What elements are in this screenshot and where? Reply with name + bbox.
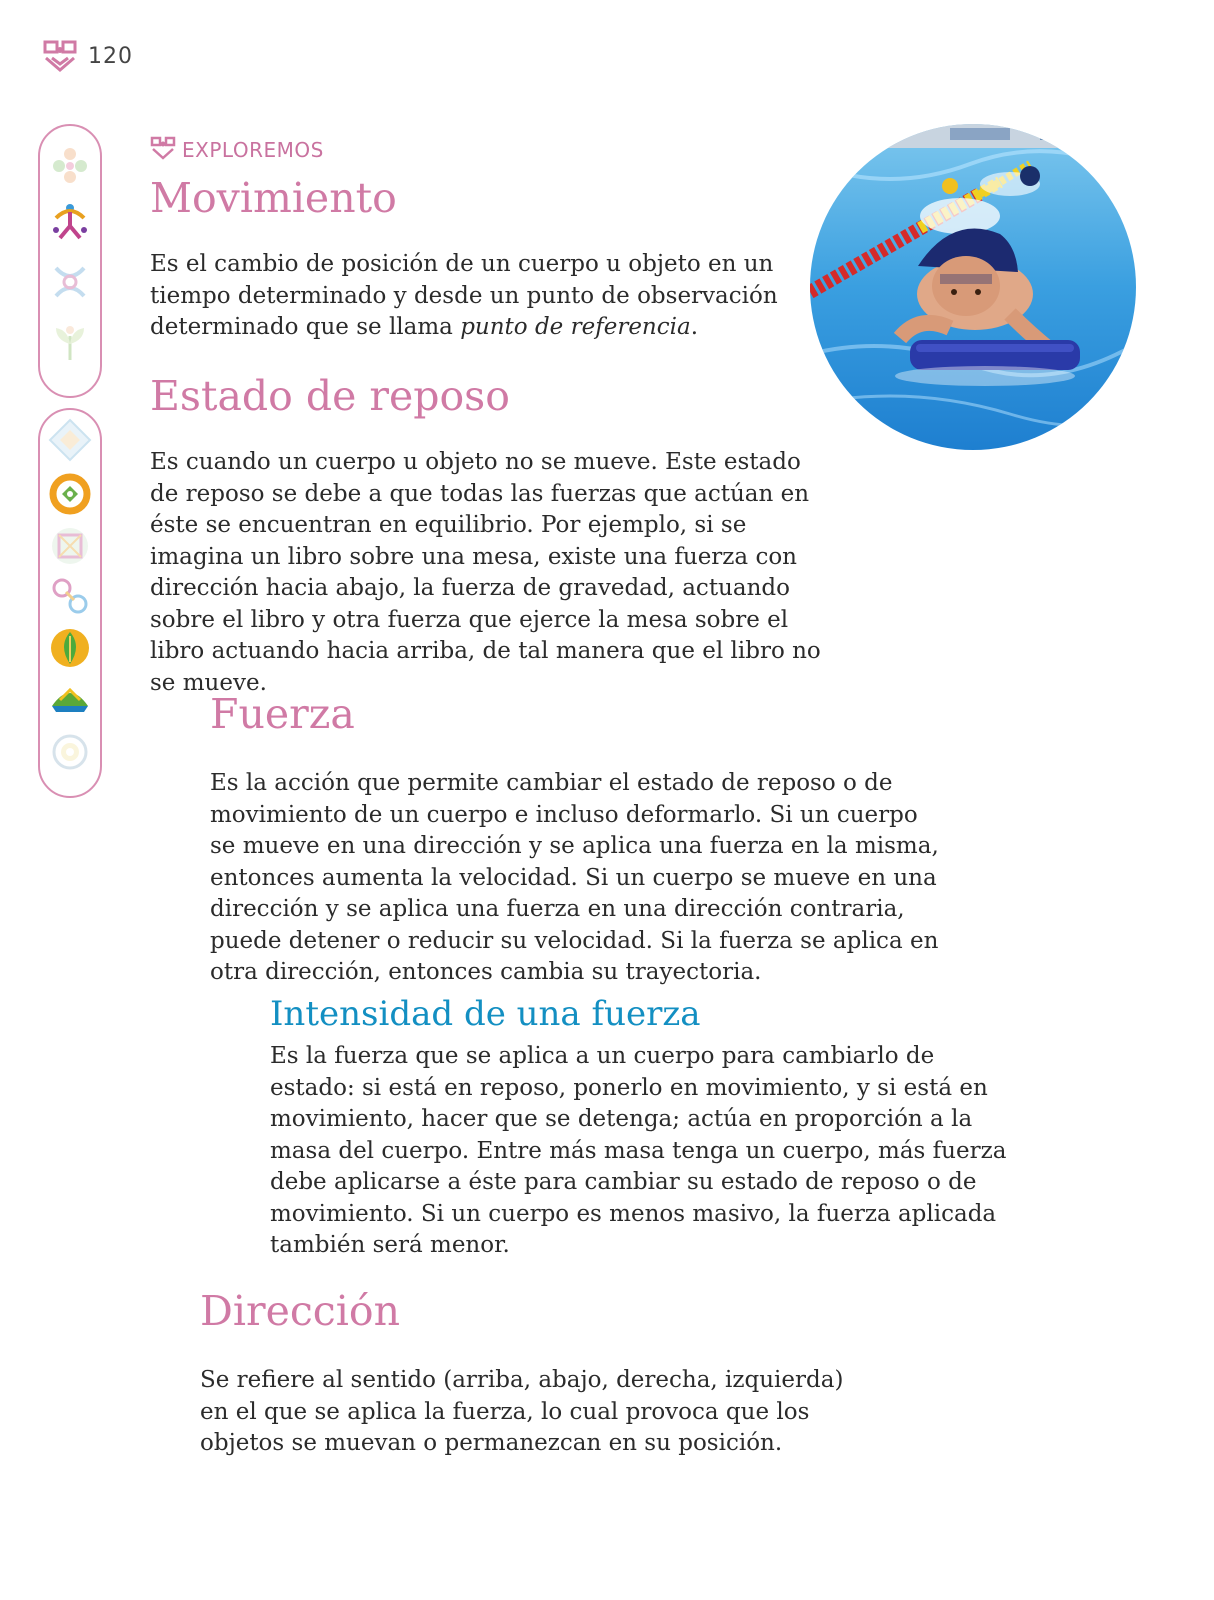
dancing-figure-icon <box>48 200 92 244</box>
movimiento-text: Es el cambio de posición de un cuerpo u objeto en un tiempo determinado y desde un punto de observación determinado que se llama <box>150 251 778 340</box>
page-number: 120 <box>88 44 133 69</box>
direccion-heading: Dirección <box>200 1287 400 1335</box>
orange-ring-icon <box>48 472 92 516</box>
diamond-faded-icon <box>48 418 92 462</box>
fuerza-paragraph: Es la acción que permite cambiar el estado de reposo o de movimiento de un cuerpo e incluso deformarlo. Si un cuerpo se mueve en una dirección y se aplica una fuerza en la misma, entonces aumenta la velocidad. Si un cuerpo se mueve en una dirección y se aplica una fuerza en una dirección contraria, puede detener o reducir su velocidad. Si la fuerza se aplica en otra dirección, entonces cambia su trayectoria. <box>210 770 939 985</box>
turtle-shell-icon <box>48 678 92 722</box>
pink-glyph-icon <box>150 136 176 164</box>
sprout-faded-icon <box>48 320 92 364</box>
flower-faded-icon <box>48 144 92 188</box>
intensidad-heading: Intensidad de una fuerza <box>270 994 701 1034</box>
reposo-heading: Estado de reposo <box>150 372 510 420</box>
punto-de-referencia-term: punto de referencia <box>460 314 691 340</box>
movimiento-text-end: . <box>690 314 699 340</box>
reposo-paragraph: Es cuando un cuerpo u objeto no se mueve. Este estado de reposo se debe a que todas las fuerzas que actúan en éste se encuentran en equilibrio. Por ejemplo, si se imagina un libro sobre una mesa, existe una fuerza con dirección hacia abajo, la fuerza de gravedad, actuando sobre el libro y otra fuerza que ejerce la mesa sobre el libro actuando hacia arriba, de tal manera que el libro no se mueve. <box>150 449 821 696</box>
movimiento-heading: Movimiento <box>150 174 397 222</box>
square-faded-icon <box>48 524 92 568</box>
fuerza-heading: Fuerza <box>210 690 355 738</box>
section-tag-label: EXPLOREMOS <box>182 138 324 162</box>
green-leaf-icon <box>48 626 92 670</box>
child-swimmer-with-kickboard-photo <box>810 124 1136 450</box>
section-tag <box>150 136 324 164</box>
spiral-faded-icon <box>48 730 92 774</box>
swirl-faded-icon <box>48 260 92 304</box>
sidebar-rail-top <box>38 124 102 398</box>
circles-faded-icon <box>48 574 92 618</box>
pink-glyph-icon <box>42 38 78 74</box>
direccion-paragraph: Se refiere al sentido (arriba, abajo, derecha, izquierda) en el que se aplica la fuerza, lo cual provoca que los objetos se muevan o permanezcan en su posición. <box>200 1367 844 1456</box>
sidebar-rail-bottom <box>38 408 102 798</box>
movimiento-paragraph <box>150 249 790 344</box>
intensidad-paragraph: Es la fuerza que se aplica a un cuerpo para cambiarlo de estado: si está en reposo, ponerlo en movimiento, y si está en movimiento, hacer que se detenga; actúa en proporción a la masa del cuerpo. Entre más masa tenga un cuerpo, más fuerza debe aplicarse a éste para cambiar su estado de reposo o de movimiento. Si un cuerpo es menos masivo, la fuerza aplicada también será menor. <box>270 1043 1007 1258</box>
